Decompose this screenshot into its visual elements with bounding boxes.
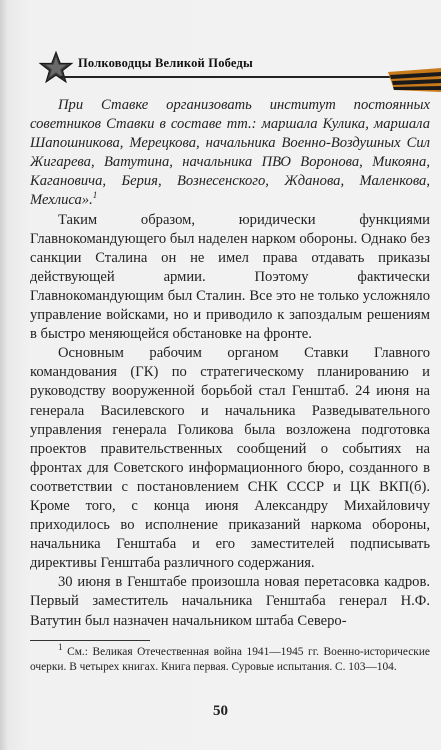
paragraph-3: 30 июня в Генштабе произошла новая перетасовка кадров. Первый заместитель начальника Генштаба генерал Н.Ф. Ватутин был назначен начальником штаба Северо- [30, 574, 430, 629]
page-number: 50 [213, 703, 228, 719]
body-text [30, 96, 430, 631]
paragraph-2: Основным рабочим органом Ставки Главного командования (ГК) по стратегическому планированию и руководству вооруженной борьбой стал Генштаб. 24 июня на генерала Василевского и начальника Разведывательного управления генерала Голикова была возложена подготовка проектов правительственных сообщений о событиях на фронтах для Советского информационного бюро, созданного в соответствии с постановлением СНК СССР и ЦК ВКП(б). Кроме того, с конца июня Александру Михайловичу приходилось во исполнение приказаний наркома обороны, начальника Генштаба и его заместителей подписывать директивы Генштаба различного содержания. [30, 345, 430, 572]
footnote [30, 642, 430, 675]
paragraph-1: Таким образом, юридически функциями Главнокомандующего был наделен нарком обороны. Однако без санкции Сталина он не имел права отдавать приказы действующей армии. Поэтому фактически Главнокомандующим был Сталин. Все это не только усложняло управление войсками, но и приводило к запоздалым решениям в быстро меняющейся обстановке на фронте. [30, 211, 430, 343]
st-george-ribbon-icon [388, 68, 441, 92]
footnote-rule [30, 640, 150, 641]
quote-paragraph [30, 96, 430, 211]
footnote-reference: 1 [92, 190, 98, 201]
red-star-icon [38, 50, 74, 86]
header-rule [60, 76, 420, 78]
header-title: Полководцы Великой Победы [78, 56, 254, 70]
running-header [0, 52, 441, 92]
footnote-mark: 1 [58, 642, 63, 653]
quote-text: При Ставке организовать институт постоянных советников Ставки в составе тт.: маршала Кулика, маршала Шапошникова, Мерецкова, начальника Военно-Воздушных Сил Жигарева, Ватутина, начальника ПВО Воронова, Микояна, Кагановича, Берия, Вознесенского, Жданова, Маленкова, Мехлиса». [30, 97, 430, 209]
footnote-text: См.: Великая Отечественная война 1941—1945 гг. Военно-исторические очерки. В четырех книгах. Книга первая. Суровые испытания. С. 103—104. [30, 646, 430, 673]
